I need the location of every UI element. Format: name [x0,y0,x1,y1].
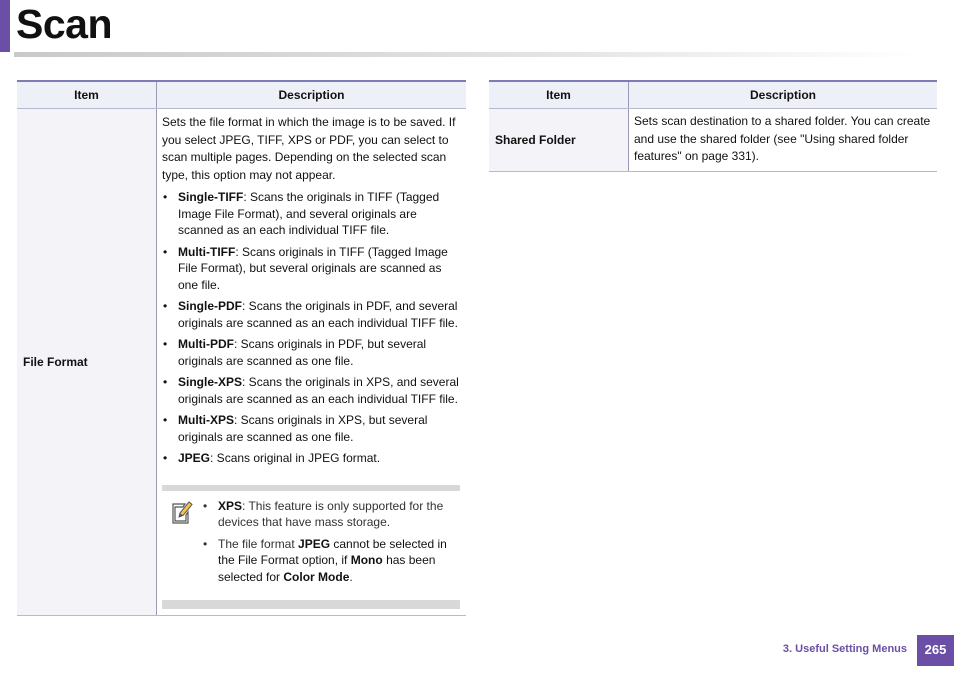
title-accent-bar [0,0,10,52]
list-item: • Single-PDF: Scans the originals in PDF, and several originals are scanned as an each individual TIFF file. [163,299,458,330]
description-cell [629,109,938,172]
item-cell: File Format [17,109,157,616]
list-item: • Single-TIFF: Scans the originals in TIFF (Tagged Image File Format), and several originals are scanned as an each individual TIFF file. [163,190,440,237]
note-box [162,485,460,610]
table-row [17,109,466,616]
column-header-description: Description [629,81,938,109]
table-header-row [17,81,466,109]
list-item: • XPS: This feature is only supported for the devices that have mass storage. [203,498,444,529]
column-header-item: Item [17,81,157,109]
description-text: Sets scan destination to a shared folder. You can create and use the shared folder (see "Using shared folder features" on page 331). [634,114,931,164]
list-item: • Multi-TIFF: Scans originals in TIFF (Tagged Image File Format), but several originals are scanned as one file. [163,244,448,292]
note-list [202,498,456,586]
format-option-list [162,189,460,467]
shared-folder-table [489,80,937,172]
note-pencil-icon [170,500,194,526]
list-item: • Single-XPS: Scans the originals in XPS, and several originals are scanned as an each individual TIFF file. [163,375,459,406]
chapter-label: 3. Useful Setting Menus [782,643,907,655]
page-number: 265 [917,635,954,666]
list-item: • Multi-PDF: Scans originals in PDF, but several originals are scanned as one file. [163,337,427,368]
list-item: • The file format JPEG cannot be selected in the File Format option, if Mono has been selected for Color Mode. [203,536,447,584]
description-intro: Sets the file format in which the image is to be saved. If you select JPEG, TIFF, XPS or PDF, you can select to scan multiple pages. Depending on the selected scan type, this option may not appear. [162,115,456,182]
column-header-description: Description [157,81,467,109]
file-format-table [17,80,466,616]
page-title: Scan [16,1,112,47]
list-item: • Multi-XPS: Scans originals in XPS, but several originals are scanned as one file. [163,413,428,444]
description-cell [157,109,467,616]
list-item: • JPEG: Scans original in JPEG format. [163,451,381,465]
title-divider [14,52,919,57]
item-cell: Shared Folder [489,109,629,172]
table-header-row [489,81,937,109]
column-header-item: Item [489,81,629,109]
table-row [489,109,937,172]
